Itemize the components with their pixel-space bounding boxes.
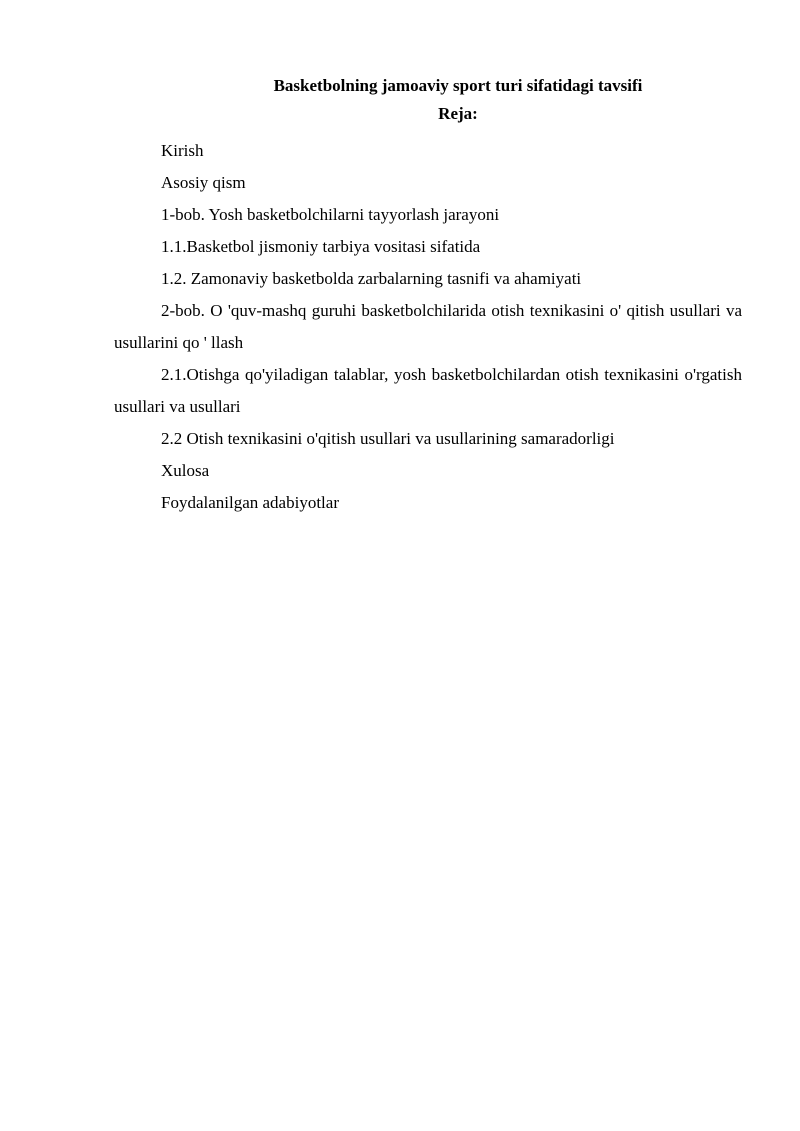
document-title: Basketbolning jamoaviy sport turi sifatidagi tavsifi [273, 76, 643, 95]
plan-item-chapter-1: 1-bob. Yosh basketbolchilarni tayyorlash jarayoni [161, 205, 500, 224]
plan-item-references: Foydalanilgan adabiyotlar [161, 493, 339, 512]
plan-item-section-2-2: 2.2 Otish texnikasini o'qitish usullari va usullarining samaradorligi [161, 429, 615, 448]
document-content [114, 74, 742, 519]
plan-heading: Reja: [438, 104, 478, 123]
plan-item-main-part: Asosiy qism [161, 173, 246, 192]
plan-item-section-1-1: 1.1.Basketbol jismoniy tarbiya vositasi sifatida [161, 237, 481, 256]
plan-item-conclusion: Xulosa [161, 461, 210, 480]
plan-item-section-1-2: 1.2. Zamonaviy basketbolda zarbalarning tasnifi va ahamiyati [161, 269, 582, 288]
plan-item-section-2-1: 2.1.Otishga qo'yiladigan talablar, yosh basketbolchilardan otish texnikasini o'rgatish usullari va usullari [114, 365, 742, 416]
plan-list [114, 135, 742, 519]
plan-item-chapter-2: 2-bob. O 'quv-mashq guruhi basketbolchilarida otish texnikasini o' qitish usullari va usullarini qo ' llash [114, 301, 742, 352]
plan-item-introduction: Kirish [161, 141, 204, 160]
